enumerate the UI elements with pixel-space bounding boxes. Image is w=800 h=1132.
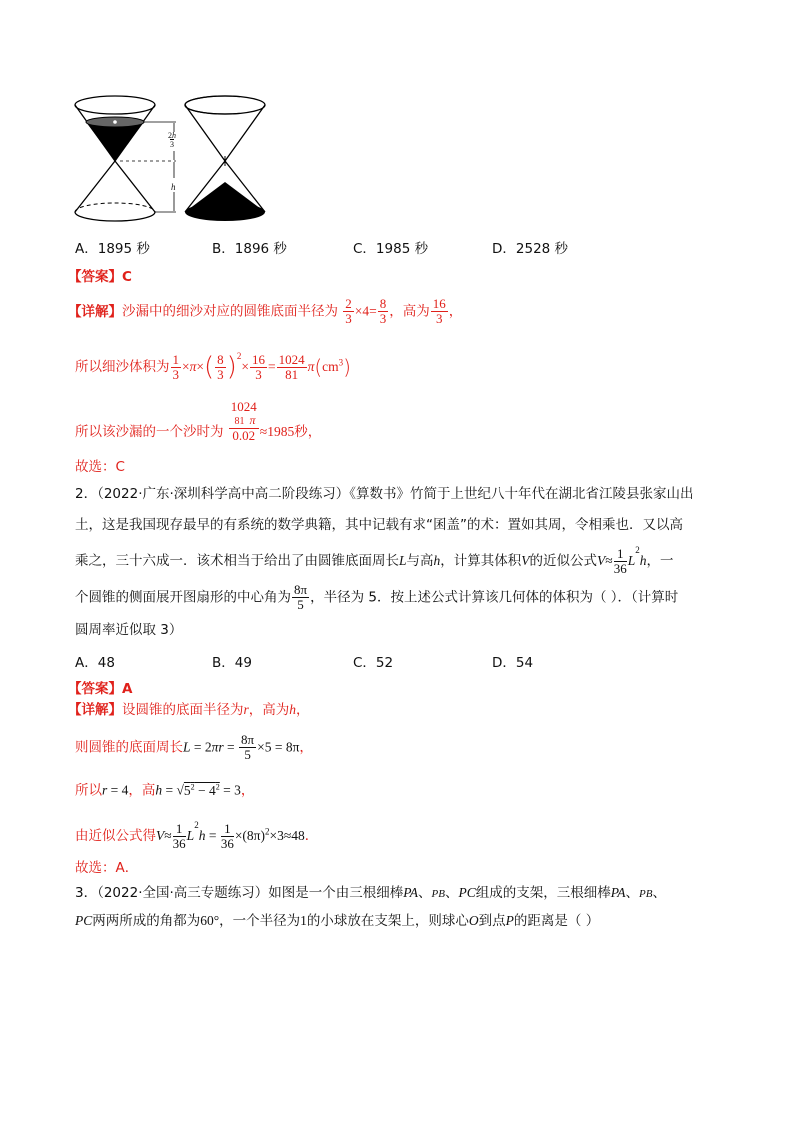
q3-line2: PC两两所成的角都为60°，一个半径为1的小球放在支架上，则球心O到点P的距离是（ ）	[75, 913, 600, 929]
q2-line1: 2．（2022·广东·深圳科学高中高二阶段练习）《算数书》竹简于上世纪八十年代在湖北省江陵县张家山出	[75, 486, 694, 502]
q2-detail-line3: 所以r = 4，高$h = √5^2 - 4^2 = 3$，	[75, 782, 255, 799]
q2-option-c: C．52	[353, 655, 394, 671]
q1-detail-line3: 所以该沙漏的一个沙时为 1024 81 π 0.02 ≈1985秒，	[75, 399, 322, 443]
q2-option-b: B．49	[212, 655, 252, 671]
q3-line1: 3．（2022·全国·高三专题练习）如图是一个由三根细棒PA、PB、PC组成的支架，三根细棒PA、PB、	[75, 885, 666, 901]
q1-option-a: A．1895 秒	[75, 241, 150, 257]
q2-option-d: D．54	[492, 655, 534, 671]
q2-option-a: A．48	[75, 655, 115, 671]
q2-line4: 个圆锥的侧面展开图扇形的中心角为 $\frac{8\pi}{5}$ ，半径为 5．按上述公式计算该几何体的体积为（ ）．（计算时	[75, 582, 679, 612]
q1-choice: 故选：C	[75, 459, 125, 475]
q1-detail-line2: 所以细沙体积为 $\frac{1}{3}$ ×π×( $\frac{8}{3}$ )$^2$× $\frac{16}{3}$ = $\frac{1024}{81}$ $\pi(cm^3)$	[75, 351, 351, 382]
q2-answer: 【答案】A	[68, 681, 133, 697]
q2-detail-line2: 则圆锥的底面周长L = 2πr = $\frac{8\pi}{5}$ ×5 = 8π，	[75, 732, 313, 762]
q2-line5: 圆周率近似取 3）	[75, 622, 183, 638]
q2-line2: 土，这是我国现存最早的有系统的数学典籍，其中记载有求“囷盖”的术：置如其周，令相乘也．又以高	[75, 517, 683, 533]
q1-answer: 【答案】C	[68, 269, 132, 285]
figure-label-2h3: 2h 3	[168, 131, 176, 149]
q2-choice: 故选：A．	[75, 860, 139, 876]
q1-option-b: B．1896 秒	[212, 241, 287, 257]
q2-detail-line4: 由近似公式得V≈ $\frac{1}{36}$ $L^2h$ = $\frac{1}{36}$ $\times(8\pi)^2\times 3\approx 48$．	[75, 820, 319, 851]
q1-detail-line1: 【详解】沙漏中的细沙对应的圆锥底面半径为 $\frac{2}{3}$ ×4= $\frac{8}{3}$ ，高为 $\frac{16}{3}$ ，	[68, 296, 463, 326]
q2-detail-line1: 【详解】设圆锥的底面半径为r，高为h，	[68, 702, 310, 718]
figure-label-h: h	[171, 182, 176, 192]
q1-option-c: C．1985 秒	[353, 241, 429, 257]
q2-line3: 乘之，三十六成一．该术相当于给出了由圆锥底面周长L与高h，计算其体积V的近似公式V≈ $\frac{1}{36}$ $L^2h$，一	[75, 545, 674, 576]
q1-option-d: D．2528 秒	[492, 241, 569, 257]
hourglass-right	[180, 92, 270, 227]
